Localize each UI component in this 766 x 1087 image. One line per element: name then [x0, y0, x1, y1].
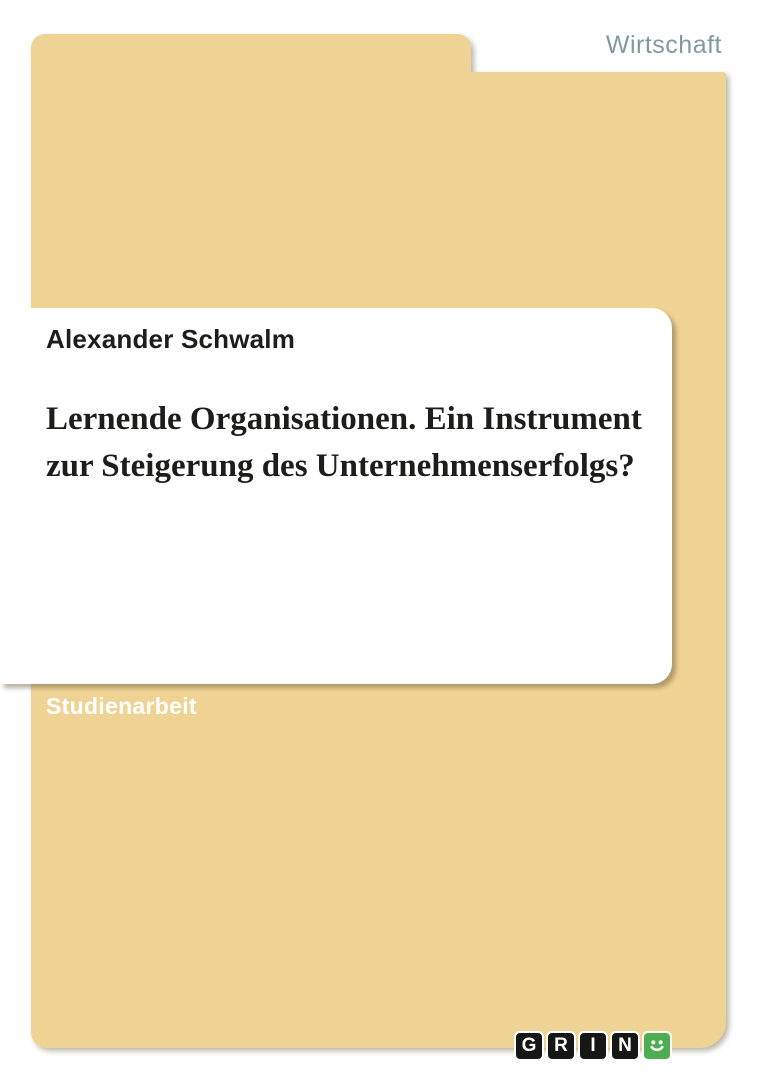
- grin-logo-letter-r: R: [546, 1031, 576, 1061]
- title-card: [0, 308, 672, 684]
- book-title-line2: zur Steigerung des Unternehmenserfolgs?: [46, 448, 635, 484]
- grin-logo-letter-g: G: [514, 1031, 544, 1061]
- category-label: Wirtschaft: [605, 31, 722, 59]
- author-name: Alexander Schwalm: [46, 324, 296, 354]
- document-type-label: Studienarbeit: [46, 693, 197, 719]
- grin-logo-letter-n: N: [610, 1031, 640, 1061]
- smiley-icon: [642, 1031, 672, 1061]
- grin-logo: [514, 1031, 672, 1061]
- book-title: [46, 396, 661, 490]
- grin-logo-letter-i: I: [578, 1031, 608, 1061]
- book-title-line1: Lernende Organisationen. Ein Instrument: [46, 401, 642, 437]
